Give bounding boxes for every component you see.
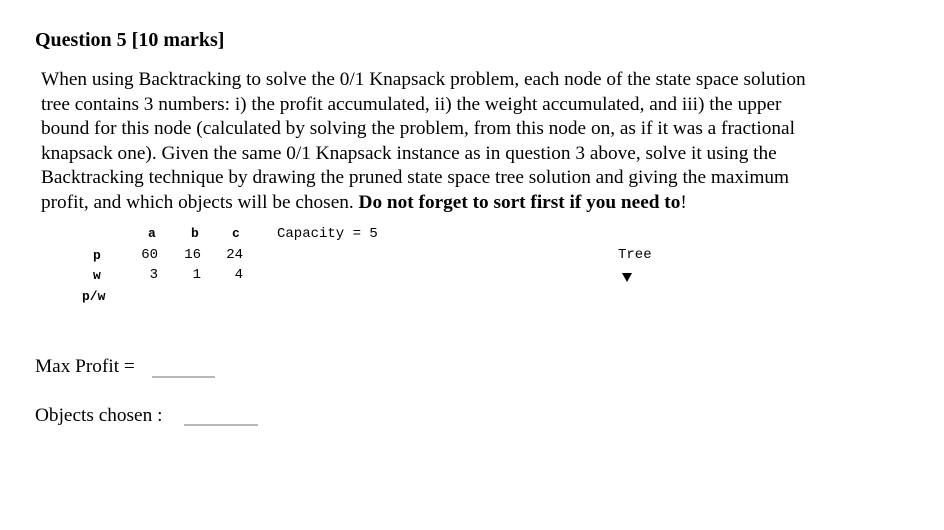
tree-label: Tree <box>618 247 652 263</box>
profit-a: 60 <box>141 247 158 263</box>
max-profit-label: Max Profit = <box>35 356 135 377</box>
row-label-ratio: p/w <box>82 289 106 304</box>
question-line-6-end: ! <box>680 191 687 213</box>
question-line-1: When using Backtracking to solve the 0/1 Knapsack problem, each node of the state space solution <box>41 69 806 90</box>
weight-c: 4 <box>234 267 243 283</box>
capacity-label: Capacity = 5 <box>277 226 378 242</box>
weight-b: 1 <box>192 267 201 283</box>
question-line-2: tree contains 3 numbers: i) the profit accumulated, ii) the weight accumulated, and iii) the upper <box>41 93 782 115</box>
profit-b: 16 <box>184 247 201 263</box>
question-line-4: knapsack one). Given the same 0/1 Knapsack instance as in question 3 above, solve it using the <box>41 142 777 164</box>
question-text <box>41 68 901 216</box>
column-header-a: a <box>148 226 156 241</box>
column-header-c: c <box>232 226 240 241</box>
objects-chosen-blank[interactable] <box>184 424 258 426</box>
question-line-6-start: profit, and which objects will be chosen. <box>41 191 359 213</box>
objects-chosen-label: Objects chosen : <box>35 405 163 426</box>
weight-a: 3 <box>149 267 158 283</box>
profit-c: 24 <box>226 247 243 263</box>
question-line-5: Backtracking technique by drawing the pruned state space tree solution and giving the maximum <box>41 167 790 189</box>
arrow-down-icon <box>622 273 632 282</box>
question-title: Question 5 [10 marks] <box>35 29 225 51</box>
column-header-b: b <box>191 226 199 241</box>
max-profit-blank[interactable] <box>152 376 215 378</box>
question-line-3: bound for this node (calculated by solving the problem, from this node on, as if it was a fractional <box>41 118 795 140</box>
question-line-6 <box>41 191 901 216</box>
sort-instruction: Do not forget to sort first if you need to <box>358 191 681 213</box>
row-label-weight: w <box>93 268 101 283</box>
row-label-profit: p <box>93 248 101 263</box>
